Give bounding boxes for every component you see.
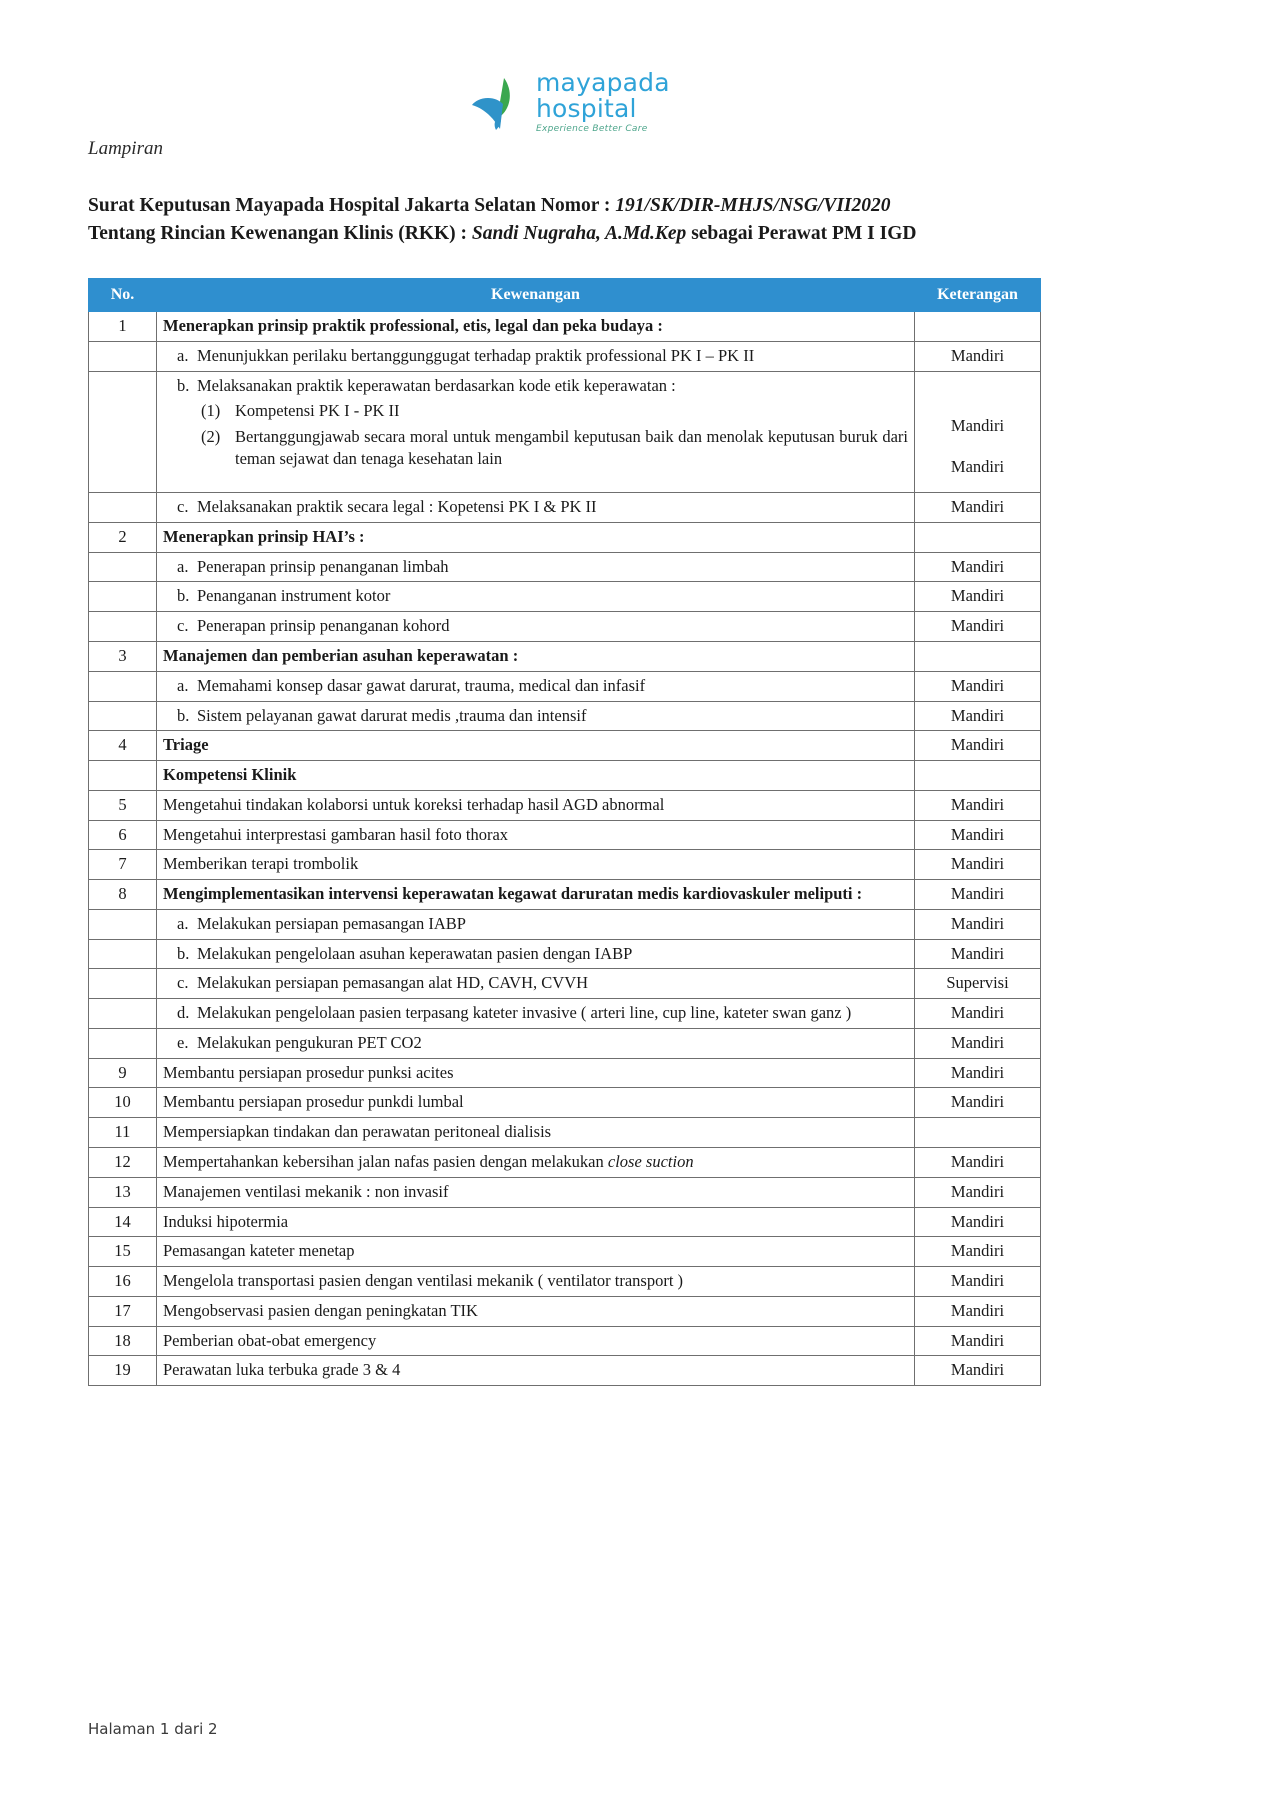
list-marker: a. xyxy=(177,675,189,695)
cell-no xyxy=(89,999,157,1029)
cell-kewenangan xyxy=(157,880,915,910)
cell-no xyxy=(89,552,157,582)
cell-text: Mengetahui interprestasi gambaran hasil foto thorax xyxy=(163,824,509,844)
cell-keterangan xyxy=(915,522,1041,552)
cell-keterangan: Mandiri xyxy=(915,1058,1041,1088)
cell-keterangan: Mandiri xyxy=(915,701,1041,731)
cell-no: 8 xyxy=(89,880,157,910)
table-row xyxy=(89,493,1041,523)
cell-no xyxy=(89,341,157,371)
list-marker: a. xyxy=(177,345,189,365)
cell-text: Penerapan prinsip penanganan kohord xyxy=(197,616,450,636)
sub-list-marker: (2) xyxy=(201,427,221,447)
cell-no xyxy=(89,671,157,701)
cell-keterangan: Supervisi xyxy=(915,969,1041,999)
cell-kewenangan xyxy=(157,371,915,493)
table-row xyxy=(89,1177,1041,1207)
cell-text: Mengobservasi pasien dengan peningkatan TIK xyxy=(163,1300,478,1320)
cell-kewenangan xyxy=(157,1326,915,1356)
cell-kewenangan xyxy=(157,312,915,342)
sub-cell-text: Bertanggungjawab secara moral untuk mengambil keputusan baik dan menolak keputusan buruk dari teman sejawat dan tenaga kesehatan lain xyxy=(235,427,908,468)
table-row xyxy=(89,582,1041,612)
cell-kewenangan xyxy=(157,939,915,969)
cell-text: Menerapkan prinsip HAI’s : xyxy=(163,526,365,546)
header-line-2 xyxy=(88,220,1088,248)
cell-text: Melakukan persiapan pemasangan IABP xyxy=(197,913,466,933)
cell-keterangan: Mandiri xyxy=(915,850,1041,880)
cell-text: Melakukan pengelolaan asuhan keperawatan pasien dengan IABP xyxy=(197,943,633,963)
list-marker: b. xyxy=(177,705,190,725)
cell-keterangan: Mandiri xyxy=(915,1237,1041,1267)
cell-text: Memberikan terapi trombolik xyxy=(163,854,359,874)
table-row xyxy=(89,1237,1041,1267)
sub-cell-text: Kompetensi PK I - PK II xyxy=(235,401,400,421)
cell-no xyxy=(89,701,157,731)
cell-kewenangan xyxy=(157,642,915,672)
cell-text: Triage xyxy=(163,735,209,755)
cell-no: 4 xyxy=(89,731,157,761)
cell-text: Memahami konsep dasar gawat darurat, trauma, medical dan infasif xyxy=(197,675,646,695)
cell-keterangan: Mandiri xyxy=(915,820,1041,850)
header-line-1-prefix: Surat Keputusan Mayapada Hospital Jakarta Selatan Nomor : xyxy=(88,195,616,216)
header-line-2-suffix: sebagai Perawat PM I IGD xyxy=(686,223,917,245)
column-header-keterangan: Keterangan xyxy=(915,279,1041,312)
cell-no: 7 xyxy=(89,850,157,880)
cell-kewenangan xyxy=(157,1118,915,1148)
cell-keterangan xyxy=(915,1118,1041,1148)
cell-kewenangan xyxy=(157,1237,915,1267)
table-row xyxy=(89,1058,1041,1088)
table-row xyxy=(89,312,1041,342)
cell-kewenangan xyxy=(157,522,915,552)
table-row xyxy=(89,642,1041,672)
cell-text: Penerapan prinsip penanganan limbah xyxy=(197,556,449,576)
cell-no xyxy=(89,969,157,999)
table-row xyxy=(89,1356,1041,1386)
cell-kewenangan xyxy=(157,1088,915,1118)
list-marker: c. xyxy=(177,497,189,517)
cell-keterangan: Mandiri xyxy=(915,1296,1041,1326)
table-row xyxy=(89,671,1041,701)
list-marker: a. xyxy=(177,913,189,933)
cell-text: Mempertahankan kebersihan jalan nafas pasien dengan melakukan close suction xyxy=(163,1152,694,1172)
table-row xyxy=(89,1326,1041,1356)
cell-kewenangan xyxy=(157,1058,915,1088)
cell-kewenangan xyxy=(157,1267,915,1297)
cell-kewenangan xyxy=(157,1296,915,1326)
cell-text: Sistem pelayanan gawat darurat medis ,trauma dan intensif xyxy=(197,705,587,725)
cell-text: Perawatan luka terbuka grade 3 & 4 xyxy=(163,1360,401,1380)
cell-keterangan: Mandiri xyxy=(915,582,1041,612)
cell-text-italic: close suction xyxy=(607,1152,694,1172)
page-footer: Halaman 1 dari 2 xyxy=(88,1720,218,1738)
cell-kewenangan xyxy=(157,761,915,791)
cell-keterangan: Mandiri xyxy=(915,612,1041,642)
table-row xyxy=(89,731,1041,761)
cell-text: Melakukan pengelolaan pasien terpasang kateter invasive ( arteri line, cup line, kateter swan ganz ) xyxy=(197,1003,852,1023)
cell-text: Membantu persiapan prosedur punksi acites xyxy=(163,1062,454,1082)
table-row xyxy=(89,1296,1041,1326)
cell-keterangan: Mandiri xyxy=(915,790,1041,820)
cell-keterangan: Mandiri xyxy=(915,1028,1041,1058)
cell-keterangan xyxy=(915,642,1041,672)
table-row xyxy=(89,909,1041,939)
header-line-1 xyxy=(88,192,1088,220)
list-marker: d. xyxy=(177,1003,190,1023)
table-row xyxy=(89,552,1041,582)
mayapada-bird-icon xyxy=(470,74,532,136)
table-row xyxy=(89,522,1041,552)
table-row xyxy=(89,880,1041,910)
keterangan-value: Mandiri xyxy=(950,457,1005,477)
cell-text: Manajemen ventilasi mekanik : non invasif xyxy=(163,1181,449,1201)
cell-text: Penanganan instrument kotor xyxy=(197,586,391,606)
cell-keterangan: Mandiri xyxy=(915,1267,1041,1297)
cell-no: 9 xyxy=(89,1058,157,1088)
logo-line-mayapada: mayapada xyxy=(536,68,670,97)
cell-no: 2 xyxy=(89,522,157,552)
cell-keterangan: Mandiri xyxy=(915,493,1041,523)
cell-no: 13 xyxy=(89,1177,157,1207)
cell-keterangan: Mandiri xyxy=(915,1356,1041,1386)
list-marker: b. xyxy=(177,943,190,963)
cell-kewenangan xyxy=(157,1207,915,1237)
cell-no: 12 xyxy=(89,1148,157,1178)
table-body xyxy=(89,312,1041,1386)
header-person-name: Sandi Nugraha, A.Md.Kep xyxy=(471,223,687,245)
cell-no: 10 xyxy=(89,1088,157,1118)
cell-kewenangan xyxy=(157,341,915,371)
cell-no: 19 xyxy=(89,1356,157,1386)
cell-kewenangan xyxy=(157,850,915,880)
cell-kewenangan xyxy=(157,552,915,582)
sub-list-marker: (1) xyxy=(201,401,221,421)
cell-no xyxy=(89,612,157,642)
cell-kewenangan xyxy=(157,1028,915,1058)
cell-no xyxy=(89,371,157,493)
table-row xyxy=(89,1118,1041,1148)
table-row xyxy=(89,850,1041,880)
cell-no xyxy=(89,582,157,612)
cell-text: Melakukan pengukuran PET CO2 xyxy=(197,1032,422,1052)
cell-keterangan: Mandiri xyxy=(915,731,1041,761)
cell-keterangan xyxy=(915,761,1041,791)
cell-kewenangan xyxy=(157,969,915,999)
cell-text: Mempersiapkan tindakan dan perawatan peritoneal dialisis xyxy=(163,1122,552,1142)
table-header-row xyxy=(89,279,1041,312)
cell-text: Melaksanakan praktik keperawatan berdasarkan kode etik keperawatan : xyxy=(197,375,676,395)
cell-text: Menerapkan prinsip praktik professional, etis, legal dan peka budaya : xyxy=(163,316,663,336)
cell-kewenangan xyxy=(157,1356,915,1386)
table-row xyxy=(89,761,1041,791)
cell-keterangan: Mandiri xyxy=(915,939,1041,969)
cell-kewenangan xyxy=(157,731,915,761)
cell-kewenangan xyxy=(157,671,915,701)
cell-keterangan: Mandiri xyxy=(915,1148,1041,1178)
table-row xyxy=(89,341,1041,371)
cell-no xyxy=(89,1028,157,1058)
cell-no: 15 xyxy=(89,1237,157,1267)
list-marker: c. xyxy=(177,616,189,636)
cell-no xyxy=(89,761,157,791)
table-row xyxy=(89,999,1041,1029)
cell-kewenangan xyxy=(157,1148,915,1178)
cell-keterangan: Mandiri xyxy=(915,1088,1041,1118)
cell-no: 17 xyxy=(89,1296,157,1326)
header-line-2-prefix: Tentang Rincian Kewenangan Klinis (RKK) : xyxy=(88,223,472,245)
logo-line-hospital: hospital xyxy=(536,94,637,123)
cell-no xyxy=(89,493,157,523)
cell-kewenangan xyxy=(157,820,915,850)
table-row xyxy=(89,701,1041,731)
list-marker: c. xyxy=(177,973,189,993)
table-row xyxy=(89,1207,1041,1237)
cell-no: 16 xyxy=(89,1267,157,1297)
column-header-no: No. xyxy=(89,279,157,312)
list-marker: a. xyxy=(177,556,189,576)
cell-no xyxy=(89,909,157,939)
header-decree-number: 191/SK/DIR-MHJS/NSG/VII2020 xyxy=(615,195,891,216)
document-header xyxy=(88,192,1088,249)
cell-keterangan: Mandiri xyxy=(915,1207,1041,1237)
lampiran-label: Lampiran xyxy=(88,138,163,159)
cell-text: Pemasangan kateter menetap xyxy=(163,1241,355,1261)
cell-no: 6 xyxy=(89,820,157,850)
cell-no: 1 xyxy=(89,312,157,342)
cell-kewenangan xyxy=(157,790,915,820)
cell-text: Mengelola transportasi pasien dengan ventilasi mekanik ( ventilator transport ) xyxy=(163,1271,684,1291)
cell-keterangan: Mandiri xyxy=(915,1326,1041,1356)
list-marker: b. xyxy=(177,375,190,395)
table-row xyxy=(89,1267,1041,1297)
cell-keterangan: Mandiri xyxy=(915,671,1041,701)
cell-text: Melaksanakan praktik secara legal : Kopetensi PK I & PK II xyxy=(197,497,597,517)
cell-keterangan: Mandiri xyxy=(915,341,1041,371)
cell-text: Pemberian obat-obat emergency xyxy=(163,1330,377,1350)
cell-keterangan: Mandiri xyxy=(915,909,1041,939)
cell-no: 18 xyxy=(89,1326,157,1356)
table-row xyxy=(89,820,1041,850)
cell-text: Melakukan persiapan pemasangan alat HD, CAVH, CVVH xyxy=(197,973,589,993)
cell-keterangan: Mandiri xyxy=(915,999,1041,1029)
cell-kewenangan xyxy=(157,493,915,523)
cell-text: Membantu persiapan prosedur punkdi lumbal xyxy=(163,1092,464,1112)
cell-no: 3 xyxy=(89,642,157,672)
cell-text: Mengetahui tindakan kolaborsi untuk koreksi terhadap hasil AGD abnormal xyxy=(163,794,665,814)
table-row xyxy=(89,790,1041,820)
table-row xyxy=(89,1028,1041,1058)
cell-kewenangan xyxy=(157,582,915,612)
logo-wordmark xyxy=(536,70,670,134)
list-marker: b. xyxy=(177,586,190,606)
cell-no: 5 xyxy=(89,790,157,820)
cell-text: Manajemen dan pemberian asuhan keperawatan : xyxy=(163,646,519,665)
cell-keterangan: Mandiri xyxy=(915,552,1041,582)
cell-text: Induksi hipotermia xyxy=(163,1211,289,1231)
cell-keterangan: Mandiri xyxy=(915,1177,1041,1207)
table-row xyxy=(89,371,1041,493)
table-row xyxy=(89,1148,1041,1178)
cell-text: Kompetensi Klinik xyxy=(163,765,297,785)
cell-kewenangan xyxy=(157,1177,915,1207)
mayapada-hospital-logo xyxy=(470,70,700,155)
logo-tagline: Experience Better Care xyxy=(536,124,648,134)
keterangan-value: Mandiri xyxy=(950,415,1005,435)
cell-kewenangan xyxy=(157,612,915,642)
cell-kewenangan xyxy=(157,999,915,1029)
cell-no: 11 xyxy=(89,1118,157,1148)
rkk-table-wrapper xyxy=(88,278,1040,1386)
list-marker: e. xyxy=(177,1032,189,1052)
cell-no xyxy=(89,939,157,969)
cell-keterangan xyxy=(915,371,1041,493)
table-row xyxy=(89,612,1041,642)
column-header-kewenangan: Kewenangan xyxy=(157,279,915,312)
cell-keterangan: Mandiri xyxy=(915,880,1041,910)
rkk-table xyxy=(88,278,1041,1386)
cell-text: Menunjukkan perilaku bertanggunggugat terhadap praktik professional PK I – PK II xyxy=(197,345,755,365)
cell-kewenangan xyxy=(157,909,915,939)
table-row xyxy=(89,969,1041,999)
table-row xyxy=(89,939,1041,969)
cell-text: Mengimplementasikan intervensi keperawatan kegawat daruratan medis kardiovaskuler meliputi : xyxy=(163,884,863,904)
cell-keterangan xyxy=(915,312,1041,342)
table-row xyxy=(89,1088,1041,1118)
cell-no: 14 xyxy=(89,1207,157,1237)
cell-kewenangan xyxy=(157,701,915,731)
